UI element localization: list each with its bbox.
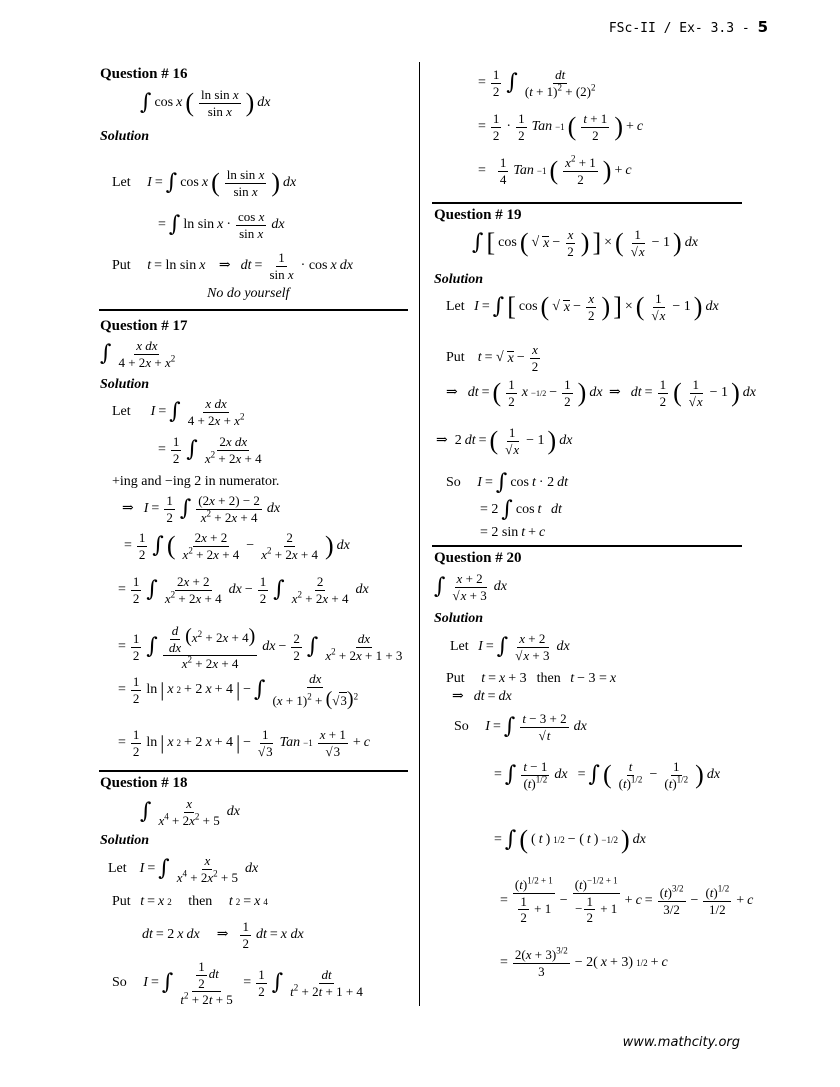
- q19-step3: ⇒ dt = ( $\frac{1}{2}$ x −1/2 − $\frac{1}{2}$ ) dx ⇒ dt = $\frac{1}{2}$ ( $\frac{1}{√x}$ − 1 ) dx: [446, 377, 756, 409]
- q20-problem: ∫ $\frac{x + 2}{√x + 3}$ dx: [434, 571, 507, 603]
- q17-step1: Let I = ∫ $\frac{\text{x dx}}{4 + 2x + x^2}$: [112, 396, 245, 428]
- q16-title: Question # 16: [100, 66, 188, 82]
- q19-problem: ∫ [ cos ( √ x − $\frac{x}{2}$ ) ] × ( $\frac{1}{√x}$ − 1 ) dx: [472, 227, 698, 259]
- q18-let-label: Let: [108, 861, 127, 877]
- q19-step2: Put t = √ x − $\frac{x}{2}$: [446, 342, 539, 374]
- q18-step5: = $\frac{1}{2}$ ∫ $\frac{dt}{(t + 1)^2 + (2)^2}$: [478, 67, 596, 99]
- page-number: 5: [757, 18, 768, 36]
- q20-then-label: then: [536, 671, 561, 686]
- q16-solution-label: Solution: [100, 129, 150, 144]
- q19-step1: Let I = ∫ [ cos ( √ x − $\frac{x}{2}$ ) ] × ( $\frac{1}{√x}$ − 1 ) dx: [446, 291, 719, 323]
- q20-step8: = $\frac{2(x + 3)^{3/2}}{3}$ − 2( x + 3) 1/2 + c: [500, 945, 668, 979]
- q19-title: Question # 19: [434, 207, 522, 223]
- q16-put-label: Put: [112, 258, 131, 274]
- q16-step2: = ∫ ln sin x · $\frac{\text{cos x}}{\text{sin x}}$ dx: [158, 209, 285, 241]
- q19-step5: So I = ∫ cos t · 2 dt: [446, 470, 568, 495]
- q20-step7: = $(t)^{1/2 + 1}$ $\frac{1}{2}$ + 1 − $(t)^{-1/2 + 1}$ − $\frac{1}{2}$ + 1 + c = $\frac{(t)^{3/2}}{3/2}$ − $\frac{(t)^{1/2}}{1/2}$ + c: [500, 875, 754, 926]
- q17-let-label: Let: [112, 404, 131, 420]
- q20-step6: = ∫ ( ( t ) 1/2 − ( t ) −1/2 ) dx: [494, 825, 646, 854]
- q17-step7: = $\frac{1}{2}$ ln | x 2 + 2 x + 4 | − ∫ $\frac{dx}{(x + 1)^2 + (√3)^2}$: [118, 671, 359, 710]
- q17-solution-label: Solution: [100, 377, 150, 392]
- q18-title: Question # 18: [100, 775, 188, 791]
- page-header: [609, 18, 768, 36]
- header-text: FSc-II / Ex- 3.3 -: [608, 21, 758, 36]
- q17-step4: = $\frac{1}{2}$ ∫ ( $\frac{2x + 2}{x^2 + 2x + 4}$ − $\frac{2}{x^2 + 2x + 4}$ ) dx: [124, 530, 350, 562]
- q17-step3: ⇒ I = $\frac{1}{2}$ ∫ $\frac{(2x + 2) - 2}{x^2 + 2x + 4}$ dx: [122, 493, 281, 525]
- q17-step-text: +ing and −ing 2 in numerator.: [112, 474, 280, 489]
- q16-step3: Put t = ln sin x ⇒ dt = $\frac{1}{\text{sin x}}$ · cos x dx: [112, 250, 353, 282]
- divider-q19: [432, 545, 742, 547]
- column-divider: [419, 62, 420, 1006]
- q16-step1: Let I = ∫ cos x ( $\frac{\text{ln sin x}}{\text{sin x}}$ ) dx: [112, 167, 297, 199]
- q20-step4: So I = ∫ $\frac{t - 3 + 2}{√t}$ dx: [454, 711, 587, 743]
- q18-solution-label: Solution: [100, 833, 150, 848]
- q16-let-label: Let: [112, 175, 131, 191]
- q16-problem: ∫ cos x ( $\frac{\text{ln sin x}}{\text{sin x}}$ ) dx: [140, 87, 271, 119]
- q18-step2: Put t = x 2 then t 2 = x 4: [112, 894, 268, 909]
- q20-step2: Put t = x + 3 then t − 3 = x: [446, 671, 617, 686]
- q20-put-label: Put: [446, 671, 465, 686]
- q18-so-label: So: [112, 975, 127, 991]
- q19-step7: = 2 sin t + c: [480, 525, 546, 540]
- divider-q16: [99, 309, 408, 311]
- q20-title: Question # 20: [434, 550, 522, 566]
- q20-solution-label: Solution: [434, 611, 484, 626]
- divider-q17: [99, 770, 408, 772]
- q19-solution-label: Solution: [434, 272, 484, 287]
- q18-step7: = $\frac{1}{4}$ Tan −1 ( $\frac{x^2 + 1}{2}$ ) + c: [478, 153, 632, 187]
- q17-step6: = $\frac{1}{2}$ ∫ $\frac{d}{dx}$ $(x^2 + 2x + 4)$ $x^2 + 2x + 4$ dx − $\frac{2}{2}$ ∫ $\frac{dx}{x^2 + 2x + 1 + 3}$: [118, 623, 403, 672]
- q18-step4: So I = ∫ $\frac{1}{2}$ dt $t^2 + 2t + 5$ = $\frac{1}{2}$ ∫ $\frac{dt}{t^2 + 2t + 1 + 4}$: [112, 959, 363, 1008]
- q17-step2: = $\frac{1}{2}$ ∫ $\frac{\text{2x dx}}{x^2 + 2x + 4}$: [158, 434, 262, 466]
- q17-problem: ∫ $\frac{\text{x dx}}{4 + 2x + x^2}$: [100, 338, 176, 370]
- q18-step1: Let I = ∫ $\frac{x}{x^4 + 2x^2 + 5}$ dx: [108, 853, 259, 885]
- q19-step4: ⇒ 2 dt = ( $\frac{1}{√x}$ − 1 ) dx: [436, 425, 573, 457]
- q18-put-label: Put: [112, 894, 131, 909]
- q18-problem: ∫ $\frac{x}{x^4 + 2x^2 + 5}$ dx: [140, 796, 240, 828]
- q19-step6: = 2 ∫ cos t dt: [480, 497, 562, 522]
- q19-let-label: Let: [446, 299, 465, 315]
- q18-then-label: then: [188, 894, 213, 909]
- q18-step6: = $\frac{1}{2}$ · $\frac{1}{2}$ Tan −1 ( $\frac{t + 1}{2}$ ) + c: [478, 111, 644, 143]
- q18-step3: dt = 2 x dx ⇒ $\frac{1}{2}$ dt = x dx: [142, 919, 304, 951]
- q19-so-label: So: [446, 475, 461, 490]
- q20-let-label: Let: [450, 639, 469, 655]
- q20-step5: = ∫ $\frac{t - 1}{(t)^{1/2}}$ dx = ∫ ( $\frac{t}{(t)^{1/2}}$ − $\frac{1}{(t)^{1/2}}$ ) dx: [494, 759, 721, 791]
- q20-step1: Let I = ∫ $\frac{x + 2}{√x + 3}$ dx: [450, 631, 570, 663]
- q20-so-label: So: [454, 719, 469, 735]
- q16-note: No do yourself: [207, 286, 290, 301]
- q17-step8: = $\frac{1}{2}$ ln | x 2 + 2 x + 4 | − $\frac{1}{√3}$ Tan −1 $\frac{x + 1}{√3}$ + c: [118, 727, 370, 759]
- q17-title: Question # 17: [100, 318, 188, 334]
- q17-step5: = $\frac{1}{2}$ ∫ $\frac{2x + 2}{x^2 + 2x + 4}$ dx − $\frac{1}{2}$ ∫ $\frac{2}{x^2 + 2x + 4}$ dx: [118, 574, 369, 606]
- q19-put-label: Put: [446, 350, 465, 366]
- q20-step3: ⇒ dt = dx: [452, 689, 512, 704]
- footer-website[interactable]: www.mathcity.org: [622, 1035, 740, 1050]
- divider-q18: [432, 202, 742, 204]
